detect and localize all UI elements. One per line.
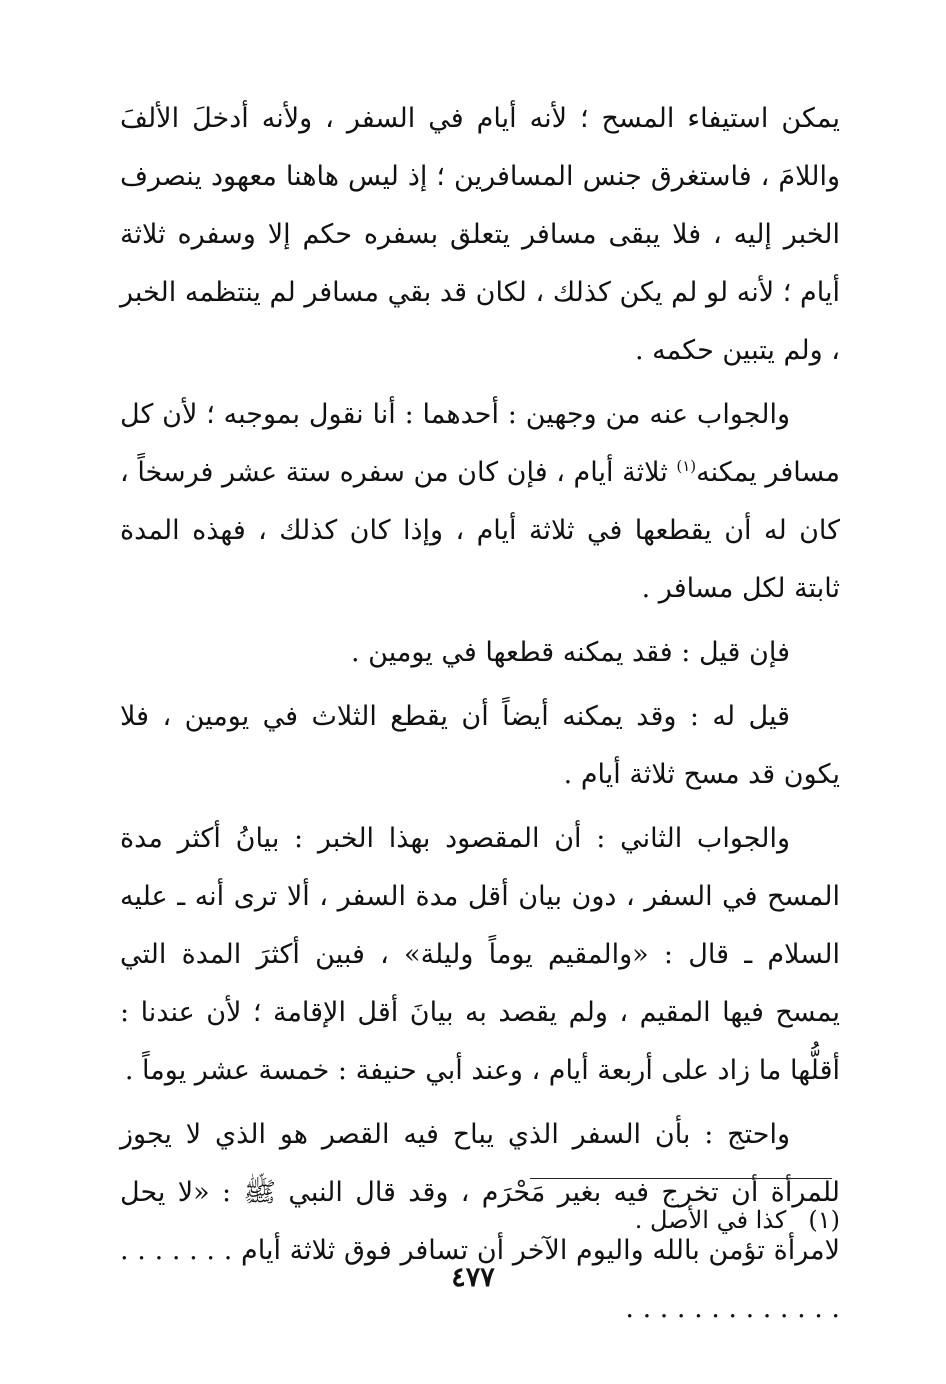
main-text bbox=[120, 90, 840, 1344]
paragraph-2-text-before-note: والجواب عنه من وجهين : أحدهما : أنا نقول بموجبه ؛ لأن كل مسافر يمكنه bbox=[120, 399, 841, 488]
footnote-number: (١) bbox=[808, 1206, 840, 1234]
paragraph-2-text-after-note: ثلاثة أيام ، فإن كان من سفره ستة عشر فرسخاً ، كان له أن يقطعها في ثلاثة أيام ، وإذا كان كذلك ، فهذه المدة ثابتة لكل مسافر . bbox=[120, 457, 840, 604]
footnote-divider bbox=[530, 1178, 832, 1179]
footnote-text: كذا في الأصل . bbox=[634, 1206, 787, 1234]
footnote-reference[interactable]: (١) bbox=[676, 457, 697, 475]
paragraph-4: قيل له : وقد يمكنه أيضاً أن يقطع الثلاث في يومين ، فلا يكون قد مسح ثلاثة أيام . bbox=[120, 701, 840, 790]
page-number: ٤٧٧ bbox=[451, 1262, 495, 1293]
footnote bbox=[420, 1200, 840, 1240]
paragraph-3: فإن قيل : فقد يمكنه قطعها في يومين . bbox=[351, 637, 790, 668]
paragraph-1: يمكن استيفاء المسح ؛ لأنه أيام في السفر ، ولأنه أدخلَ الألفَ واللامَ ، فاستغرق جنس المسافرين ؛ إذ ليس هاهنا معهود ينصرف الخبر إليه ، فلا يبقى مسافر يتعلق بسفره حكم إلا وسفره ثلاثة أيام ؛ لأنه لو لم يكن كذلك ، لكان قد بقي مسافر لم ينتظمه الخبر ، ولم يتبين حكمه . bbox=[120, 103, 840, 366]
paragraph-5: والجواب الثاني : أن المقصود بهذا الخبر : بيانُ أكثر مدة المسح في السفر ، دون بيان أقل مدة السفر ، ألا ترى أنه ـ عليه السلام ـ قال : «والمقيم يوماً وليلة» ، فبين أكثرَ المدة التي يمسح فيها المقيم ، ولم يقصد به بيانَ أقل الإقامة ؛ لأن عندنا : أقلُّها ما زاد على أربعة أيام ، وعند أبي حنيفة : خمسة عشر يوماً . bbox=[120, 823, 840, 1086]
paragraph-2 bbox=[120, 386, 840, 618]
paragraph-6: واحتج : بأن السفر الذي يباح فيه القصر هو الذي لا يجوز للمرأة أن تخرج فيه بغير مَحْرَم ، وقد قال النبي ﷺ : «لا يحل لامرأة تؤمن بالله واليوم الآخر أن تسافر فوق ثلاثة أيام . . . . . . . . . . . . . . . . . . . . bbox=[120, 1119, 840, 1324]
